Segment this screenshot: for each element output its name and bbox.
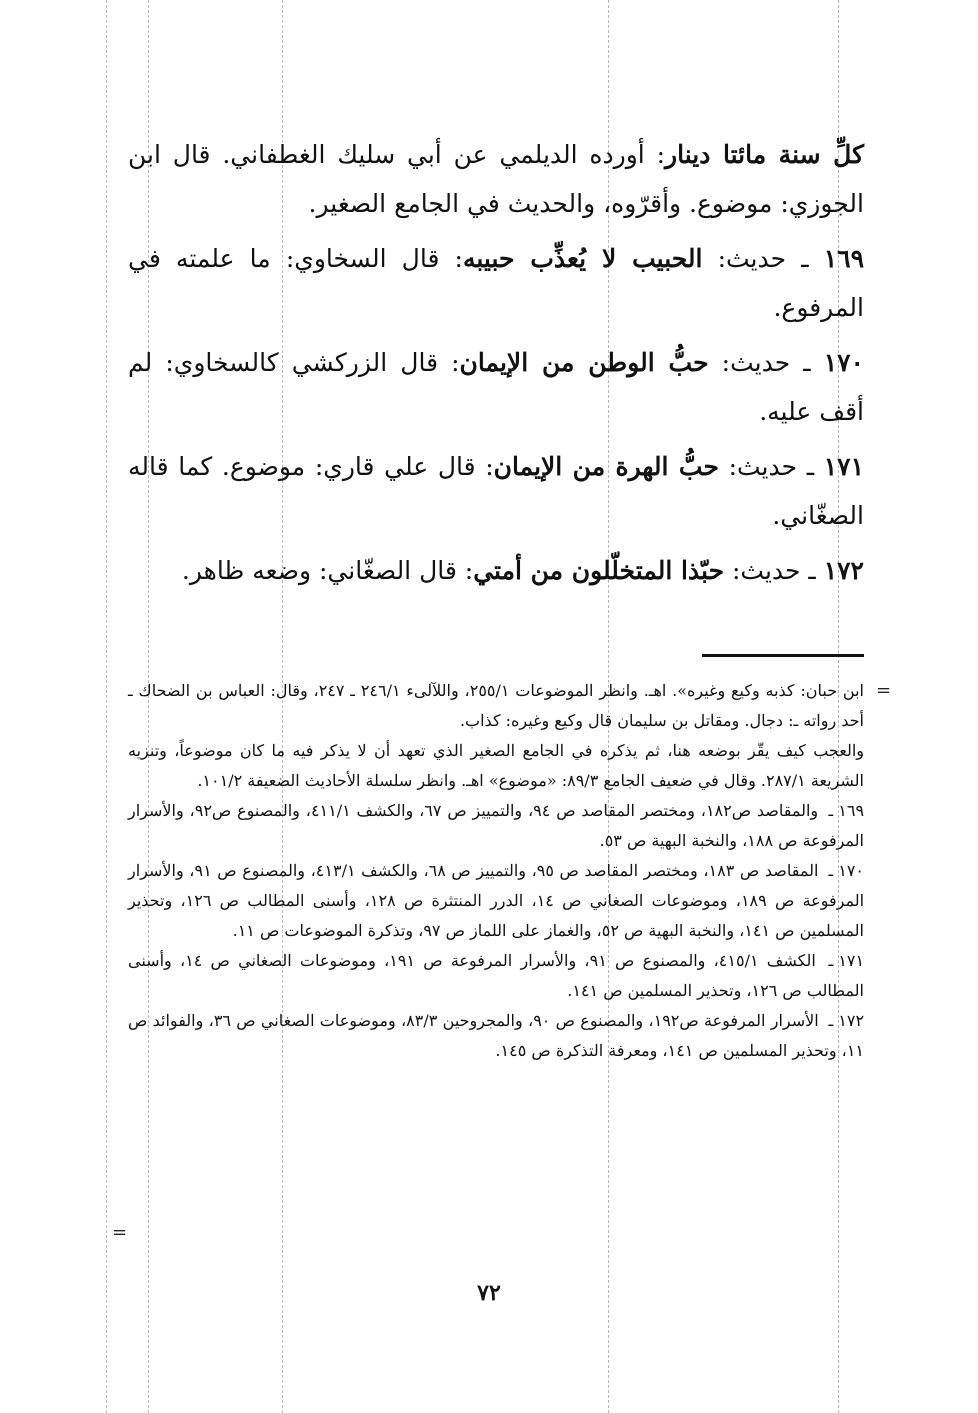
- entry-prefix: ـ حديث:: [708, 348, 824, 377]
- hadith-text: حبّذا المتخلّلون من أمتي: [473, 556, 725, 585]
- page-number: ٧٢: [477, 1280, 501, 1306]
- entry-prefix: ـ حديث:: [718, 452, 824, 481]
- main-text: [128, 122, 864, 601]
- intro-bold: كلِّ سنة مائتا دينار: [665, 140, 865, 169]
- hadith-text: الحبيب لا يُعذِّب حبيبه: [462, 244, 703, 273]
- hadith-text: حبُّ الهرة من الإيمان: [493, 452, 719, 481]
- footnote-number: ١٧١ ـ: [828, 951, 865, 970]
- entry-comment: : قال السخاوي: ما علمته في المرفوع.: [128, 244, 864, 322]
- entry-prefix: ـ حديث:: [724, 556, 824, 585]
- footnote-text: المقاصد ص ١٨٣، ومختصر المقاصد ص ٩٥، والتمييز ص ٦٨، والكشف ٤١٣/١، والمصنوع ص ٩١، والأسرار المرفوعة ص ١٨٩، وموضوعات الصغاني ص ١٤، الدرر المنتثرة ص ١٢٨، وأسنى المطالب ص ١٢٦، وتحذير المسلمين ص ١٤١، والنخبة البهية ص ٥٢، والغماز على اللماز ص ٩٧، وتذكرة الموضوعات ص ١١.: [128, 861, 865, 940]
- footnote-text: الأسرار المرفوعة ص١٩٢، والمصنوع ص ٩٠، والمجروحين ٨٣/٣، وموضوعات الصغاني ص ٣٦، والفوائد ص ١١، وتحذير المسلمين ص ١٤١، ومعرفة التذكرة ص ١٤٥.: [128, 1011, 864, 1060]
- footnotes: [128, 676, 864, 1066]
- footnote-number: ١٧٠ ـ: [828, 861, 864, 880]
- scan-guide-line: [106, 0, 107, 1413]
- continuation-mark-bottom: =: [112, 1222, 128, 1243]
- hadith-entry-171: [128, 442, 864, 540]
- footnote-171: [128, 946, 864, 1006]
- hadith-entry-172: [128, 546, 864, 595]
- footnote-169: [128, 796, 864, 856]
- footnote-number: ١٦٩ ـ: [828, 801, 865, 820]
- footnote-number: ١٧٢ ـ: [828, 1011, 865, 1030]
- footnote-continuation: والعجب كيف يقّر بوضعه هنا، ثم يذكره في الجامع الصغير الذي تعهد أن لا يذكر فيه ما كان موضوعاً، وتنزيه الشريعة ٢٨٧/١. وقال في ضعيف الجامع ٨٩/٣: «موضوع» اهـ. وانظر سلسلة الأحاديث الضعيفة ١٠١/٢.: [128, 741, 864, 790]
- hadith-entry-169: [128, 234, 864, 332]
- footnote-continuation: ابن حبان: كذبه وكيع وغيره». اهـ. وانظر الموضوعات ٢٥٥/١، واللآلىء ٢٤٦/١ ـ ٢٤٧، وقال: العباس بن الضحاك ـ أحد رواته ـ: دجال. ومقاتل بن سليمان قال وكيع وغيره: كذاب.: [128, 681, 864, 730]
- entry-number: ١٦٩: [823, 244, 865, 273]
- footnote-separator: [702, 654, 864, 657]
- entry-comment: : قال علي قاري: موضوع. كما قاله الصغّاني.: [128, 452, 864, 530]
- hadith-text: حبُّ الوطن من الإيمان: [459, 348, 709, 377]
- entry-comment: : قال الزركشي كالسخاوي: لم أقف عليه.: [128, 348, 864, 426]
- entry-number: ١٧١: [823, 452, 865, 481]
- entry-comment: : قال الصغّاني: وضعه ظاهر.: [181, 556, 474, 585]
- entry-prefix: ـ حديث:: [702, 244, 824, 273]
- footnote-170: [128, 856, 864, 946]
- footnote-text: الكشف ٤١٥/١، والمصنوع ص ٩١، والأسرار المرفوعة ص ١٩١، وموضوعات الصغاني ص ١٤، وأسنى المطالب ص ١٢٦، وتحذير المسلمين ص ١٤١.: [128, 951, 864, 1000]
- intro-paragraph: [128, 130, 864, 228]
- footnote-172: [128, 1006, 864, 1066]
- intro-text: : أورده الديلمي عن أبي سليك الغطفاني. قال ابن الجوزي: موضوع. وأقرّوه، والحديث في الجامع الصغير.: [128, 140, 864, 218]
- continuation-mark-top: =: [876, 680, 892, 701]
- hadith-entry-170: [128, 338, 864, 436]
- footnote-text: والمقاصد ص١٨٢، ومختصر المقاصد ص ٩٤، والتمييز ص ٦٧، والكشف ٤١١/١، والمصنوع ص٩٢، والأسرار المرفوعة ص ١٨٨، والنخبة البهية ص ٥٣.: [128, 801, 864, 850]
- entry-number: ١٧٢: [823, 556, 864, 585]
- entry-number: ١٧٠: [823, 348, 864, 377]
